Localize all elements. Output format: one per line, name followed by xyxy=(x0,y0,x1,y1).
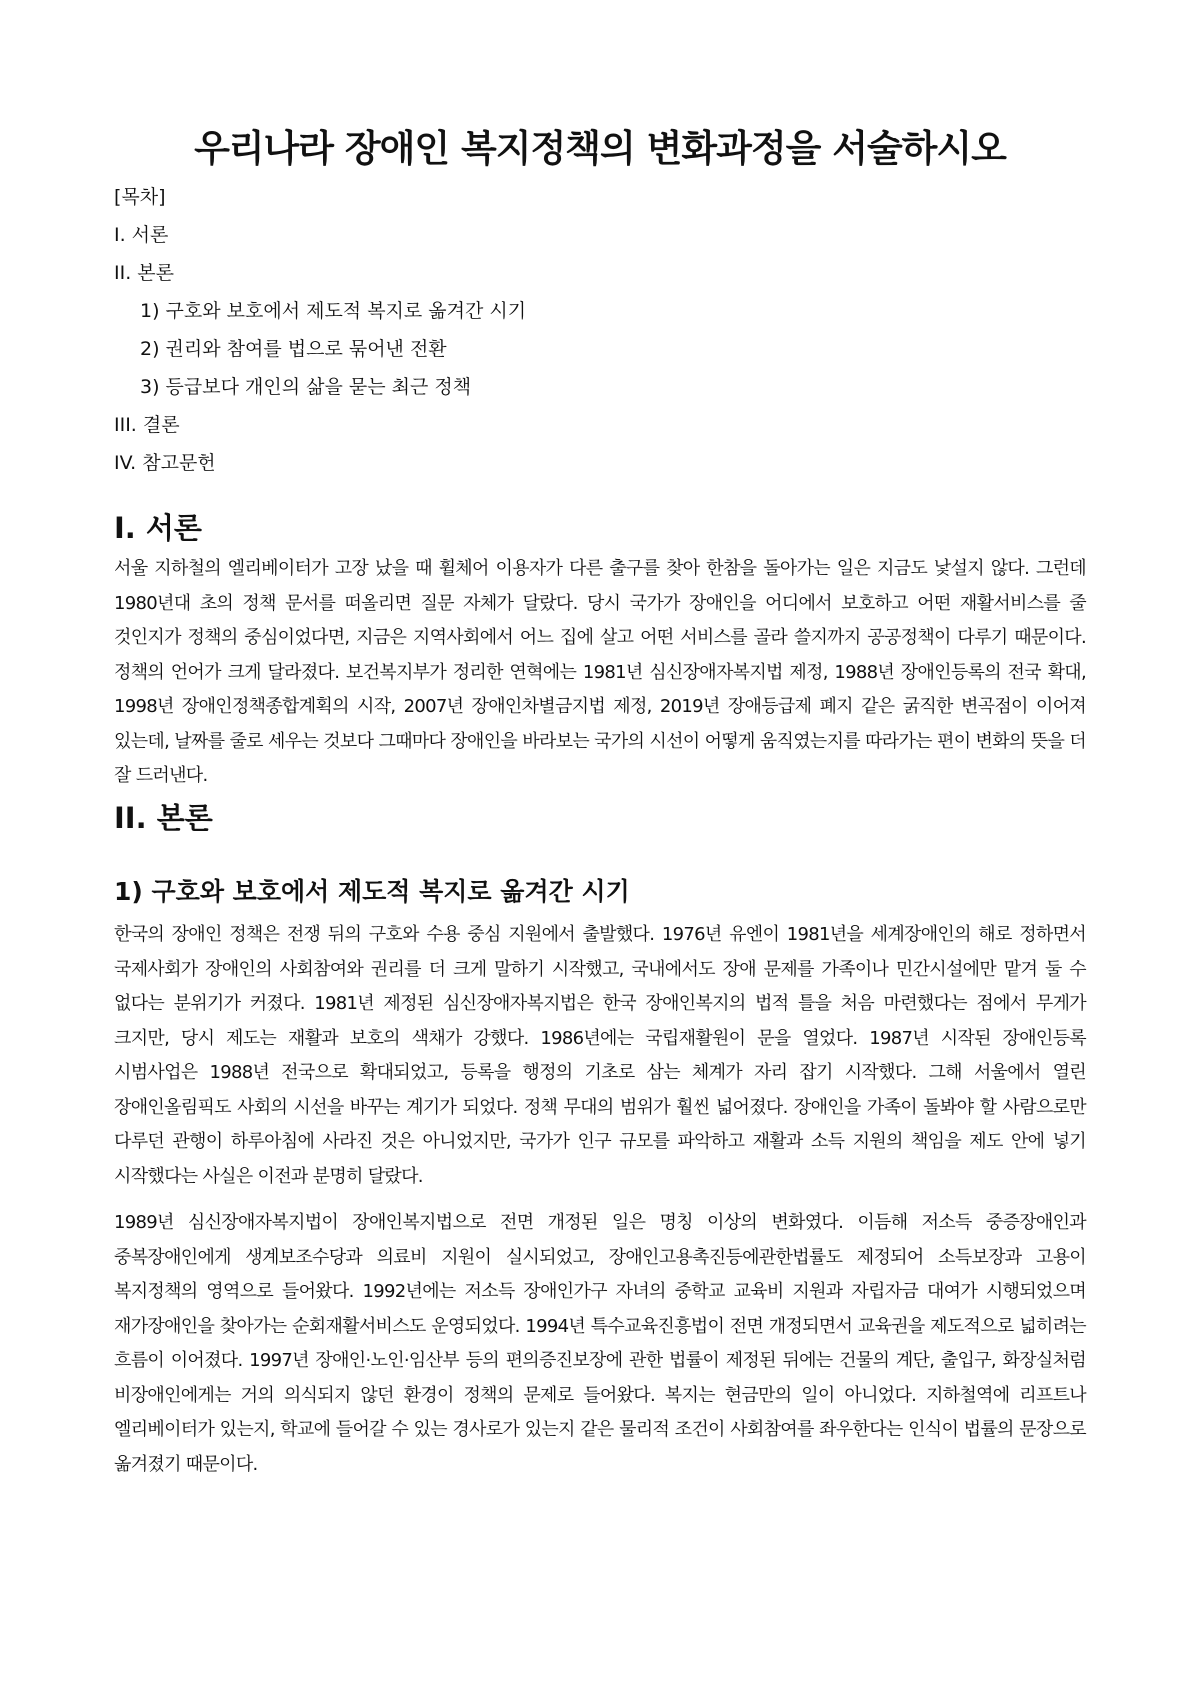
section-heading-body: II. 본론 xyxy=(114,801,213,835)
body-paragraph: 1989년 심신장애자복지법이 장애인복지법으로 전면 개정된 일은 명칭 이상의 변화였다. 이듬해 저소득 중증장애인과 중복장애인에게 생계보조수당과 의료비 지원이 실시되었고, 장애인고용촉진등에관한법률도 제정되어 소득보장과 고용이 복지정책의 영역으로 들어왔다. 1992년에는 저소득 장애인가구 자녀의 중학교 교육비 지원과 자립자금 대여가 시행되었으며 재가장애인을 찾아가는 순회재활서비스도 운영되었다. 1994년 특수교육진흥법이 전면 개정되면서 교육권을 제도적으로 넓히려는 흐름이 이어졌다. 1997년 장애인·노인·임산부 등의 편의증진보장에 관한 법률이 제정된 뒤에는 건물의 계단, 출입구, 화장실처럼 비장애인에게는 거의 의식되지 않던 환경이 정책의 문제로 들어왔다. 복지는 현금만의 일이 아니었다. 지하철역에 리프트나 엘리베이터가 있는지, 학교에 들어갈 수 있는 경사로가 있는지 같은 물리적 조건이 사회참여를 좌우한다는 인식이 법률의 문장으로 옮겨졌기 때문이다. xyxy=(114,1212,1086,1475)
intro-paragraph: 서울 지하철의 엘리베이터가 고장 났을 때 휠체어 이용자가 다른 출구를 찾아 한참을 돌아가는 일은 지금도 낯설지 않다. 그런데 1980년대 초의 정책 문서를 떠올리면 질문 자체가 달랐다. 당시 국가가 장애인을 어디에서 보호하고 어떤 재활서비스를 줄 것인지가 정책의 중심이었다면, 지금은 지역사회에서 어느 집에 살고 어떤 서비스를 골라 쓸지까지 공공정책이 다루기 때문이다. 정책의 언어가 크게 달라졌다. 보건복지부가 정리한 연혁에는 1981년 심신장애자복지법 제정, 1988년 장애인등록의 전국 확대, 1998년 장애인정책종합계획의 시작, 2007년 장애인차별금지법 제정, 2019년 장애등급제 폐지 같은 굵직한 변곡점이 이어져 있는데, 날짜를 줄로 세우는 것보다 그때마다 장애인을 바라보는 국가의 시선이 어떻게 움직였는지를 따라가는 편이 변화의 뜻을 더 잘 드러낸다. xyxy=(114,558,1086,786)
toc-item: 2) 권리와 참여를 법으로 묶어낸 전환 xyxy=(140,338,447,360)
subsection-heading-1: 1) 구호와 보호에서 제도적 복지로 옮겨간 시기 xyxy=(114,877,630,906)
toc-item: I. 서론 xyxy=(114,224,169,246)
body-paragraph: 한국의 장애인 정책은 전쟁 뒤의 구호와 수용 중심 지원에서 출발했다. 1976년 유엔이 1981년을 세계장애인의 해로 정하면서 국제사회가 장애인의 사회참여와 권리를 더 크게 말하기 시작했고, 국내에서도 장애 문제를 가족이나 민간시설에만 맡겨 둘 수 없다는 분위기가 커졌다. 1981년 제정된 심신장애자복지법은 한국 장애인복지의 법적 틀을 처음 마련했다는 점에서 무게가 크지만, 당시 제도는 재활과 보호의 색채가 강했다. 1986년에는 국립재활원이 문을 열었다. 1987년 시작된 장애인등록 시범사업은 1988년 전국으로 확대되었고, 등록을 행정의 기초로 삼는 체계가 자리 잡기 시작했다. 그해 서울에서 열린 장애인올림픽도 사회의 시선을 바꾸는 계기가 되었다. 정책 무대의 범위가 훨씬 넓어졌다. 장애인을 가족이 돌봐야 할 사람으로만 다루던 관행이 하루아침에 사라진 것은 아니었지만, 국가가 인구 규모를 파악하고 재활과 소득 지원의 책임을 제도 안에 넣기 시작했다는 사실은 이전과 분명히 달랐다. xyxy=(114,924,1086,1187)
toc-item: 1) 구호와 보호에서 제도적 복지로 옮겨간 시기 xyxy=(140,300,527,322)
toc-item: II. 본론 xyxy=(114,262,174,284)
toc-label: [목차] xyxy=(114,186,166,208)
section-heading-intro: I. 서론 xyxy=(114,511,202,545)
document-title: 우리나라 장애인 복지정책의 변화과정을 서술하시오 xyxy=(194,127,1006,170)
toc-item: IV. 참고문헌 xyxy=(114,452,216,474)
toc-item: 3) 등급보다 개인의 삶을 묻는 최근 정책 xyxy=(140,376,472,398)
toc-item: III. 결론 xyxy=(114,414,180,436)
